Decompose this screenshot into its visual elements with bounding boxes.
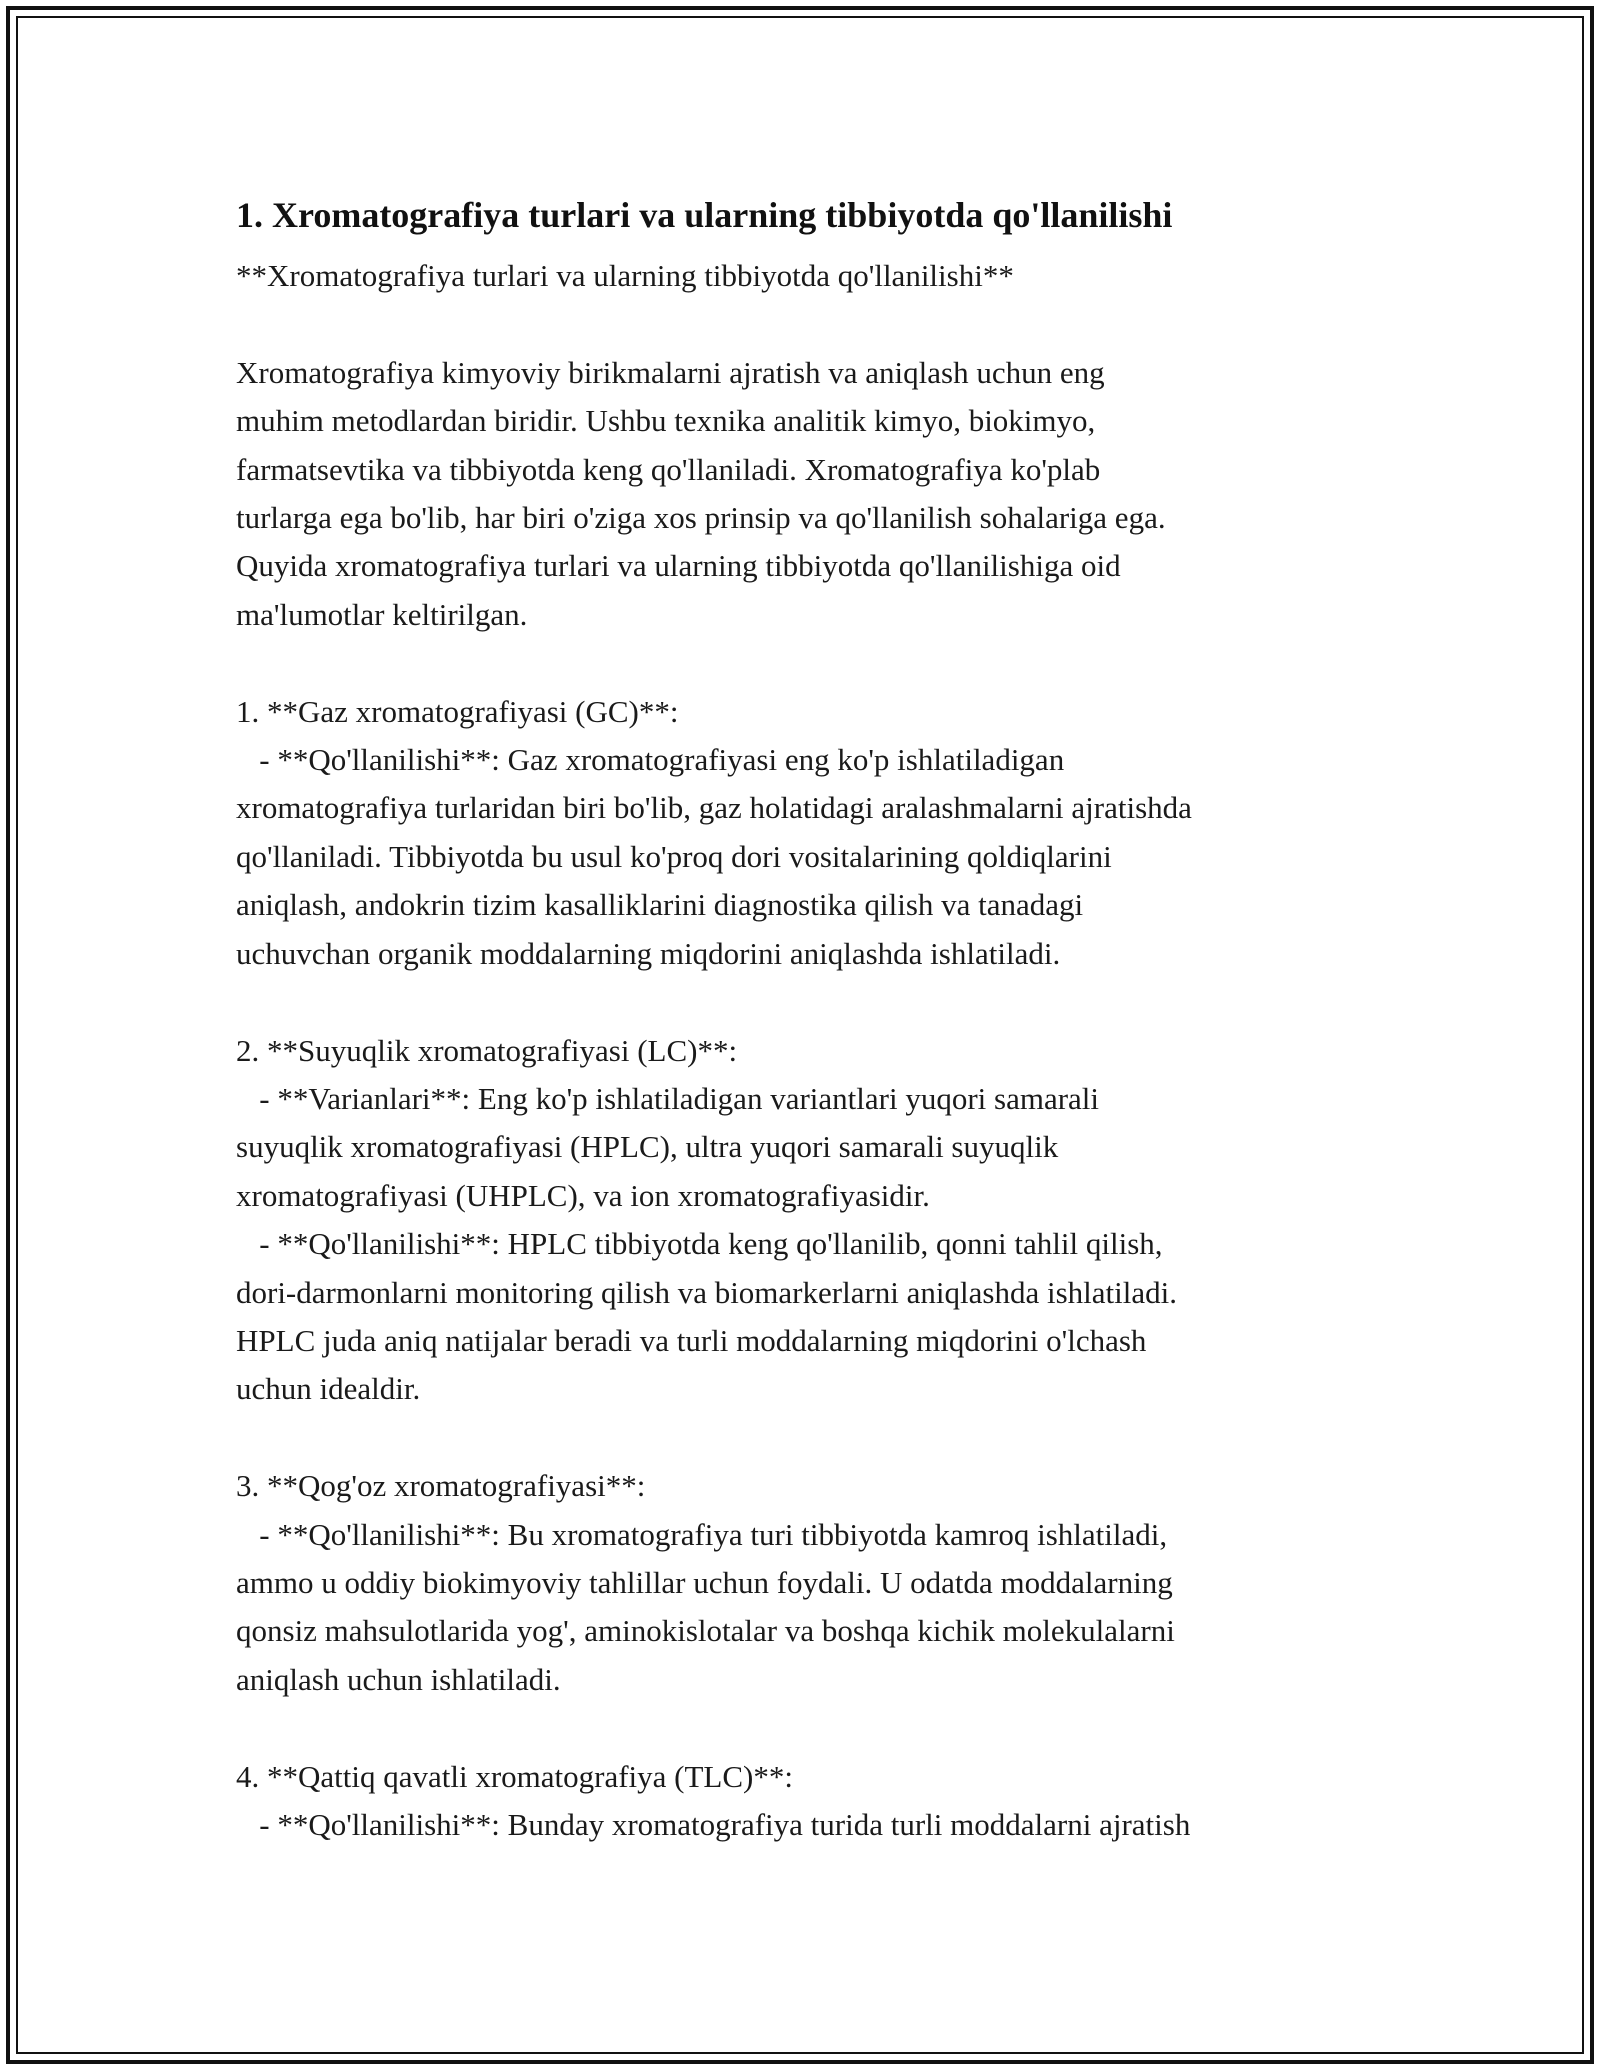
document-content — [236, 188, 1386, 1849]
document-body: **Xromatografiya turlari va ularning tibbiyotda qo'llanilishi** Xromatografiya kimyoviy birikmalarni ajratish va aniqlash uchun eng muhim metodlardan biridir. Ushbu texnika analitik kimyo, biokimyo, farmatsevtika va tibbiyotda keng qo'llaniladi. Xromatografiya ko'plab turlarga ega bo'lib, har biri o'ziga xos prinsip va qo'llanilish sohalariga ega. Quyida xromatografiya turlari va ularning tibbiyotda qo'llanilishiga oid ma'lumotlar keltirilgan. 1. **Gaz xromatografiyasi (GC)**: - **Qo'llanilishi**: Gaz xromatografiyasi eng ko'p ishlatiladigan xromatografiya turlaridan biri bo'lib, gaz holatidagi aralashmalarni ajratishda qo'llaniladi. Tibbiyotda bu usul ko'proq dori vositalarining qoldiqlarini aniqlash, andokrin tizim kasalliklarini diagnostika qilish va tanadagi uchuvchan organik moddalarning miqdorini aniqlashda ishlatiladi. 2. **Suyuqlik xromatografiyasi (LC)**: - **Varianlari**: Eng ko'p ishlatiladigan variantlari yuqori samarali suyuqlik xromatografiyasi (HPLC), ultra yuqori samarali suyuqlik xromatografiyasi (UHPLC), va ion xromatografiyasidir. - **Qo'llanilishi**: HPLC tibbiyotda keng qo'llanilib, qonni tahlil qilish, dori-darmonlarni monitoring qilish va biomarkerlarni aniqlashda ishlatiladi. HPLC juda aniq natijalar beradi va turli moddalarning miqdorini o'lchash uchun idealdir. 3. **Qog'oz xromatografiyasi**: - **Qo'llanilishi**: Bu xromatografiya turi tibbiyotda kamroq ishlatiladi, ammo u oddiy biokimyoviy tahlillar uchun foydali. U odatda moddalarning qonsiz mahsulotlarida yog', aminokislotalar va boshqa kichik molekulalarni aniqlash uchun ishlatiladi. 4. **Qattiq qavatli xromatografiya (TLC)**: - **Qo'llanilishi**: Bunday xromatografiya turida turli moddalarni ajratish — [236, 258, 1192, 1842]
document-title: 1. Xromatografiya turlari va ularning tibbiyotda qo'llanilishi — [236, 195, 1173, 235]
